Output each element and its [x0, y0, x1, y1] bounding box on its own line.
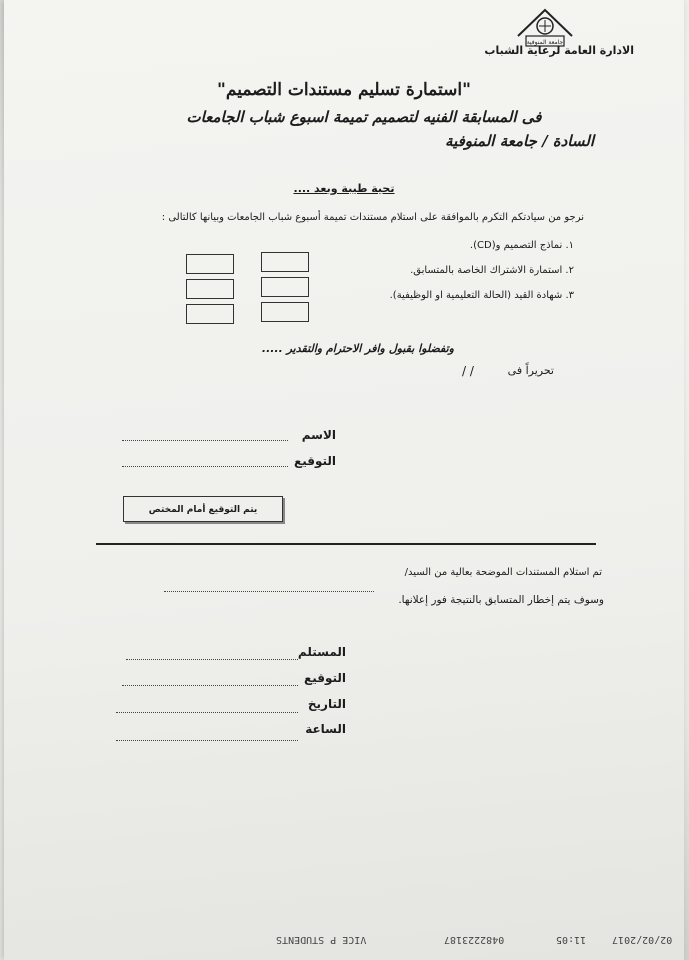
sender-name-field[interactable] [164, 591, 374, 592]
fax-time: 11:05 [556, 934, 587, 945]
receipt-signature-label: التوقيع [304, 671, 346, 685]
form-subtitle: فى المسابقة الفنيه لتصميم تميمة اسبوع شباب الجامعات [186, 108, 542, 126]
fax-footer [274, 932, 689, 952]
receipt-statement: تم استلام المستندات الموضحة بعالية من السيد/ [404, 567, 602, 578]
signature-label: التوقيع [294, 454, 336, 468]
requirement-item: ٢. استمارة الاشتراك الخاصة بالمتسابق. [410, 265, 574, 276]
document-sheet [4, 0, 684, 960]
fax-number: 0482223187 [444, 934, 505, 945]
receipt-date-field[interactable] [116, 712, 298, 713]
fax-sender: VICE P STUDENTS [276, 934, 367, 945]
date-slashes: / / [462, 364, 474, 378]
fax-date: 02/02/2017 [612, 934, 673, 945]
logo-text: جامعة المنوفية [526, 39, 564, 46]
receipt-time-field[interactable] [116, 740, 298, 741]
checkbox-cd[interactable] [261, 252, 309, 272]
checkbox-application-alt[interactable] [186, 279, 234, 299]
request-paragraph: نرجو من سيادتكم التكرم بالموافقة على استلام مستندات تميمة أسبوع شباب الجامعات وبيانها كالتالى : [161, 212, 584, 223]
checkbox-cd-alt[interactable] [186, 254, 234, 274]
receipt-signature-field[interactable] [122, 685, 298, 686]
form-title: "استمارة تسليم مستندات التصميم" [217, 80, 471, 100]
organization-name: الادارة العامة لرعاية الشباب [484, 44, 634, 57]
checkbox-enrollment-alt[interactable] [186, 304, 234, 324]
section-divider [96, 543, 596, 545]
name-label: الاسم [301, 428, 336, 442]
name-field[interactable] [122, 440, 288, 441]
checkbox-application[interactable] [261, 277, 309, 297]
greeting: تحية طيبة وبعد .... [293, 182, 395, 195]
requirement-item: ١. نماذج التصميم و(CD). [469, 240, 574, 251]
requirement-item: ٣. شهادة القيد (الحالة التعليمية او الوظيفية). [389, 290, 574, 301]
checkbox-enrollment[interactable] [261, 302, 309, 322]
sign-in-presence-button[interactable]: يتم التوقيع أمام المختص [123, 496, 283, 522]
receipt-date-label: التاريخ [307, 697, 346, 711]
closing-line: وتفضلوا بقبول وافر الاحترام والتقدير ..... [261, 342, 454, 355]
addressee: السادة / جامعة المنوفية [445, 132, 594, 150]
receipt-notice: وسوف يتم إخطار المتسابق بالنتيجة فور إعلانها. [398, 594, 604, 606]
receiver-label: المستلم [297, 645, 346, 659]
signature-field[interactable] [122, 466, 288, 467]
written-on-label: تحريراً فى [507, 364, 554, 377]
receiver-field[interactable] [126, 659, 298, 660]
receipt-time-label: الساعة [305, 722, 346, 736]
